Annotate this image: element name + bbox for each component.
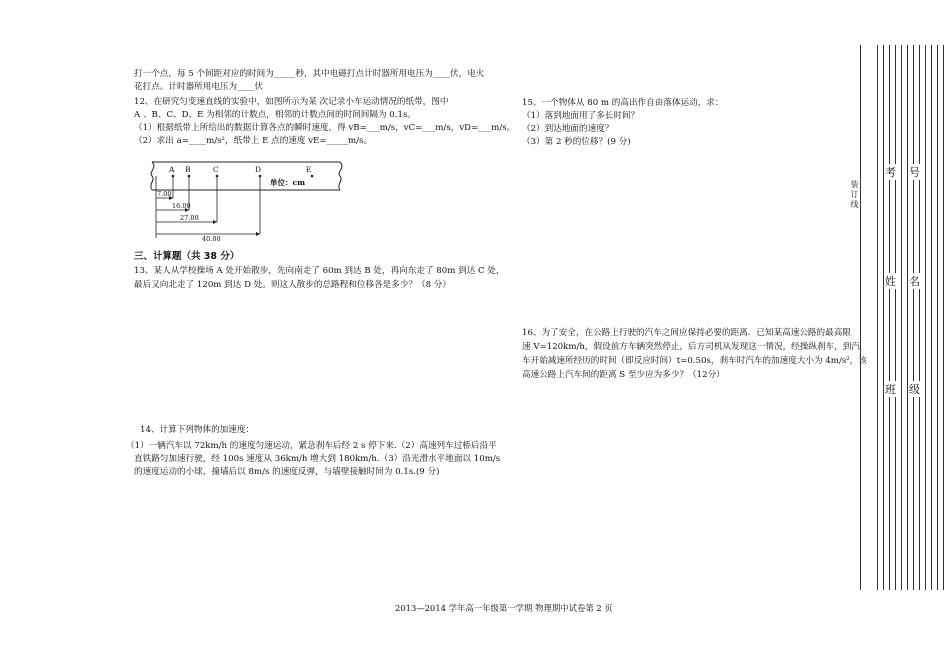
label-xing: 姓	[885, 275, 896, 288]
tape-dim-ac: 16.00	[172, 202, 191, 210]
q11-text-line2: 花打点。计时器所用电压为____伏	[134, 82, 263, 92]
tape-label-b: B	[185, 165, 191, 174]
tape-label-d: D	[255, 165, 262, 174]
section3-title: 三、计算题（共 38 分）	[134, 251, 240, 262]
q16-text-line1: 16、为了安全，在公路上行驶的汽车之间应保持必要的距离．已知某高速公路的最高限	[522, 328, 851, 338]
q15-text-line3: （2）到达地面的速度？	[522, 124, 614, 134]
q16-text-line3: 车开始减速所经历的时间（即反应时间）t=0.50s，刹车时汽车的加速度大小为 4m/s²，该	[522, 356, 867, 366]
tape-dim-ad: 27.00	[180, 214, 199, 222]
q14-text-line1: （1）一辆汽车以 72km/h 的速度匀速运动，紧急刹车后经 2 s 停下来.（2）高速列车过桥后沿平	[126, 441, 497, 451]
label-ji: 级	[909, 383, 920, 396]
tape-label-c: C	[213, 165, 219, 174]
label-ming: 名	[909, 275, 920, 288]
q12-text-line4: （2）求出 a=____m/s²，纸带上 E 点的速度 vE=_____m/s。	[134, 136, 373, 146]
tape-label-a: A	[169, 165, 175, 174]
label-hao: 号	[909, 166, 920, 179]
tape-unit: 单位：cm	[270, 178, 306, 187]
q15-text-line1: 15、一个物体从 80 m 的高出作自由落体运动，求：	[522, 98, 724, 108]
q12-text-line2: A 、B、C、D、E 为相邻的计数点，相邻的计数点间的时间间隔为 0.1s。	[134, 110, 416, 120]
q13-text-line1: 13、某人从学校操场 A 处开始散步，先向南走了 60m 到达 B 处，再向东走了 80m 到达 C 处，	[134, 266, 505, 276]
binding-line-label: 装订线	[850, 180, 859, 209]
q16-text-line2: 速 V=120km/h，假设前方车辆突然停止，后方司机从发现这一情况，经操纵刹车，到汽	[522, 342, 860, 352]
q14-text-line3: 的速度运动的小球，撞墙后以 8m/s 的速度反弹，与墙壁接触时间为 0.1s.(9 分)	[134, 467, 440, 477]
q15-text-line2: （1）落到地面用了多长时间？	[522, 111, 640, 121]
paper-tape-diagram	[140, 158, 350, 242]
label-kao: 考	[885, 166, 896, 179]
q14-text-line2: 直铁路匀加速行驶，经 100s 速度从 36km/h 增大到 180km/h.（3）沿光滑水平地面以 10m/s	[134, 454, 501, 464]
q16-text-line4: 高速公路上汽车间的距离 S 至少应为多少？（12分）	[522, 370, 725, 380]
q12-text-line3: （1）根据纸带上所给出的数据计算各点的瞬时速度，得 vB=___m/s，vC=___m/s，vD=___m/s。	[134, 123, 516, 133]
tape-dim-ae: 40.00	[202, 235, 221, 242]
page-footer: 2013—2014 学年高一年级第一学期 物理期中试卷第 2 页	[395, 603, 613, 613]
q13-text-line2: 最后又向北走了 120m 到达 D 处。则这人散步的总路程和位移各是多少？（8 分）	[134, 280, 451, 290]
q15-text-line4: （3）第 2 秒的位移？(9 分)	[522, 137, 631, 147]
tape-point-e	[311, 175, 314, 178]
q12-text-line1: 12、在研究匀变速直线的实验中，如图所示为某 次记录小车运动情况的纸带，图中	[134, 97, 449, 107]
tape-label-e: E	[306, 165, 312, 174]
tape-dim-ab: 7.00	[157, 190, 172, 198]
q11-text-line1: 打一个点，每 5 个间距对应的时间为_____秒，其中电磁打点计时器所用电压为____伏，电火	[134, 69, 485, 79]
label-ban: 班	[885, 383, 896, 396]
q14-title: 14、计算下列物体的加速度：	[140, 425, 255, 435]
